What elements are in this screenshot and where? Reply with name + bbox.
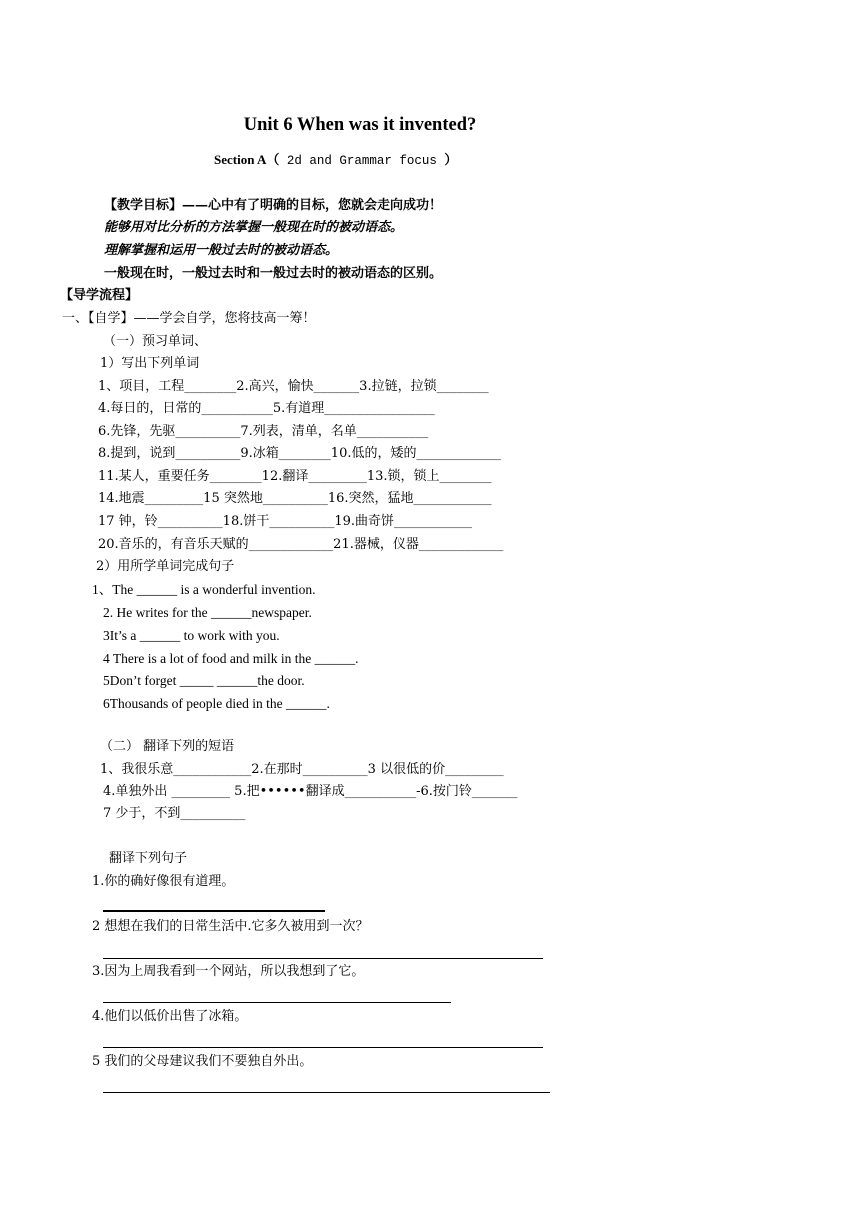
word-line: 8.提到，说到__________9.冰箱________10.低的，矮的_____________	[98, 446, 501, 461]
page-title: Unit 6 When was it invented?	[243, 115, 477, 135]
answer-line	[103, 1002, 451, 1003]
translate-heading: 翻译下列句子	[109, 851, 188, 866]
sentence-item: 4 There is a lot of food and milk in the ______.	[103, 651, 359, 666]
word-line: 20.音乐的，有音乐天赋的_____________21.器械，仪器_____________	[98, 537, 504, 552]
sentence-item: 6Thousands of people died in the ______.	[103, 696, 330, 711]
answer-line	[103, 1092, 550, 1093]
sub1-heading: 1）写出下列单词	[100, 356, 200, 371]
word-line: 17 钟，铃__________18.饼干__________19.曲奇饼____________	[98, 514, 473, 529]
translate-item: 5 我们的父母建议我们不要独自外出。	[92, 1054, 313, 1069]
sentence-item: 1、The ______ is a wonderful invention.	[92, 582, 316, 597]
sentence-item: 2. He writes for the ______newspaper.	[103, 605, 312, 620]
section-label: Section A	[214, 152, 267, 167]
flow-heading: 【导学流程】	[60, 288, 139, 303]
phrases-heading: （二） 翻译下列的短语	[100, 739, 235, 754]
self-study-heading: 一、【自学】——学会自学，您将技高一筹！	[62, 311, 316, 326]
sub2-heading: 2）用所学单词完成句子	[96, 559, 235, 574]
objective-item: 能够用对比分析的方法掌握一般现在时的被动语态。	[104, 220, 404, 235]
translate-item: 3.因为上周我看到一个网站，所以我想到了它。	[92, 964, 365, 979]
objective-item: 理解掌握和运用一般过去时的被动语态。	[104, 243, 339, 258]
section-paren-close: ）	[444, 152, 458, 167]
answer-line	[103, 958, 543, 959]
objectives-heading: 【教学目标】——心中有了明确的目标，您就会走向成功！	[104, 198, 443, 213]
translate-item: 4.他们以低价出售了冰箱。	[92, 1009, 248, 1024]
translate-item: 1.你的确好像很有道理。	[92, 874, 235, 889]
phrase-line: 4.单独外出 _________ 5.把••••••翻译成___________-6.按门铃_______	[103, 784, 518, 799]
sentence-item: 5Don’t forget _____ ______the door.	[103, 673, 305, 688]
section-text: 2d and Grammar focus	[279, 154, 445, 168]
sentence-item: 3It’s a ______ to work with you.	[103, 628, 280, 643]
word-line: 6.先锋，先驱__________7.列表，清单，名单___________	[98, 424, 429, 439]
phrase-line: 1、我很乐意____________2.在那时__________3 以很低的价_________	[100, 762, 504, 777]
word-line: 11.某人，重要任务________12.翻译_________13.锁，锁上________	[98, 469, 492, 484]
section-paren-open: （	[266, 152, 280, 167]
word-line: 1、项目，工程________2.高兴，愉快_______3.拉链，拉锁________	[98, 379, 489, 394]
answer-line	[103, 1047, 543, 1048]
translate-item: 2 想想在我们的日常生活中.它多久被用到一次？	[92, 919, 369, 934]
answer-line	[103, 910, 325, 912]
section-subtitle	[214, 151, 457, 170]
word-line: 4.每日的，日常的___________5.有道理_________________	[98, 401, 435, 416]
phrase-line: 7 少于，不到__________	[103, 806, 246, 821]
part1-heading: （一）预习单词、	[103, 334, 208, 349]
word-line: 14.地震_________15 突然地__________16.突然，猛地____________	[98, 491, 492, 506]
objective-item: 一般现在时，一般过去时和一般过去时的被动语态的区别。	[104, 266, 443, 281]
